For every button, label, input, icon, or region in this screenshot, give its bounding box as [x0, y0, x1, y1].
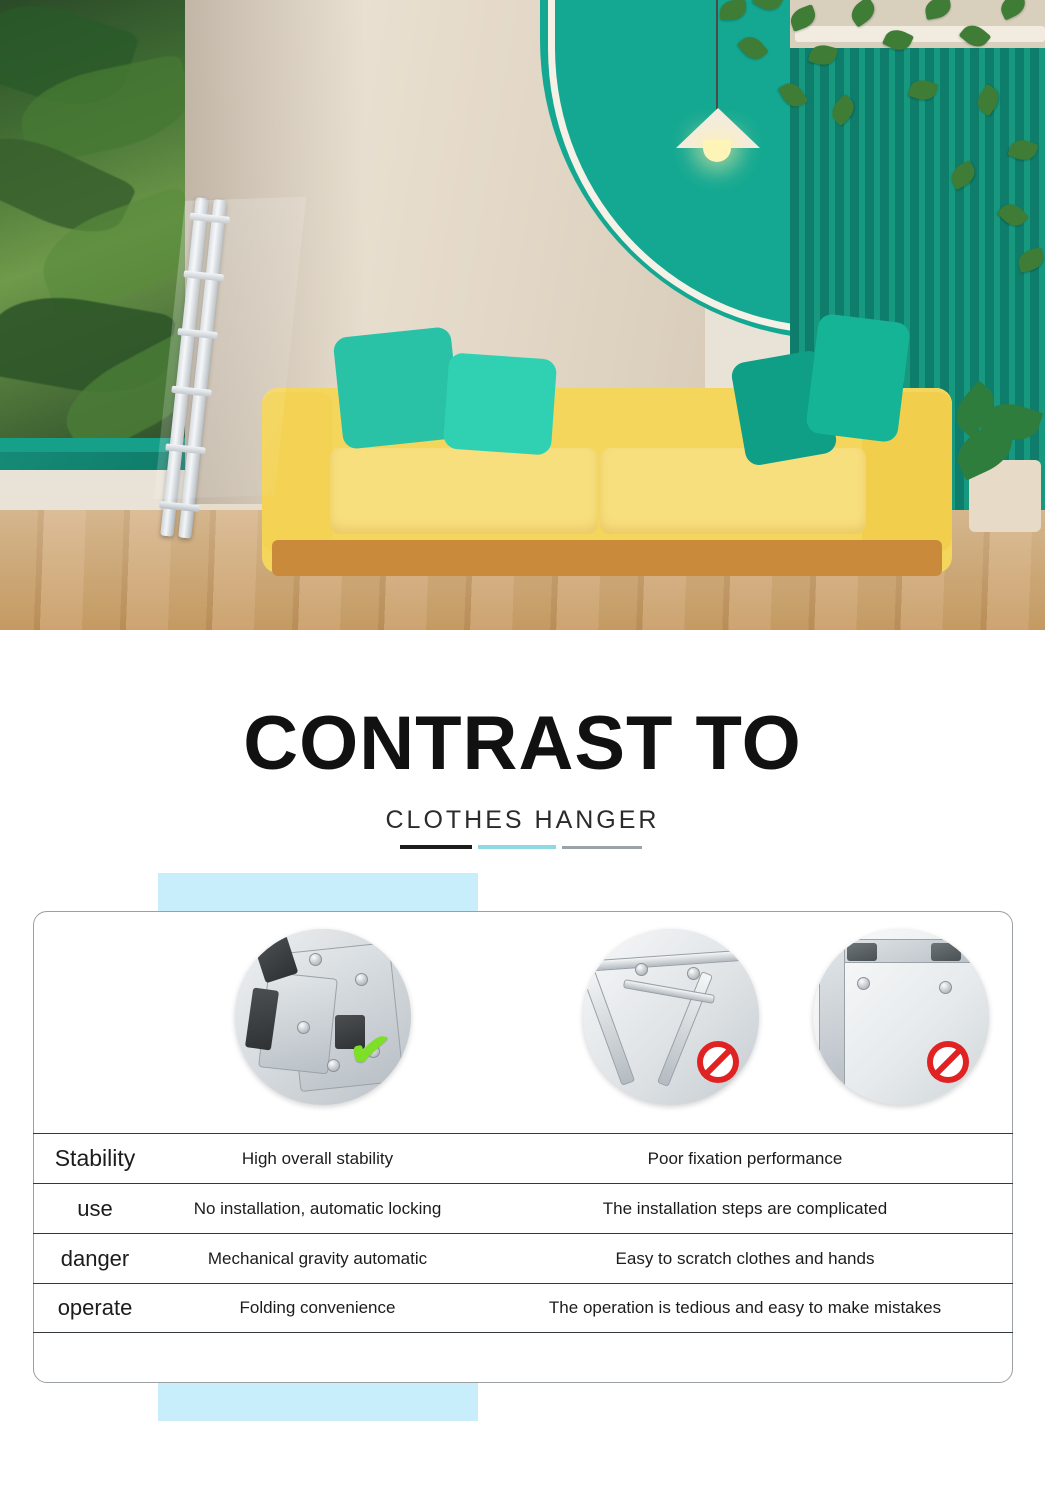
comparison-table — [33, 1133, 1013, 1333]
divider-segment-teal — [478, 845, 556, 849]
prohibited-icon — [697, 1041, 739, 1083]
row-theirs-value: Poor fixation performance — [647, 1148, 843, 1168]
divider-segment-dark — [400, 845, 472, 849]
row-label: Stability — [54, 1145, 136, 1171]
ours-image-cell — [235, 929, 411, 1105]
competitor-folding-joint-photo — [583, 929, 759, 1105]
throw-pillow — [332, 326, 461, 450]
sofa-plinth — [272, 540, 942, 576]
row-ours-value: Mechanical gravity automatic — [207, 1248, 428, 1268]
pendant-lamp-cord — [716, 0, 718, 110]
row-ours-value: No installation, automatic locking — [193, 1198, 442, 1218]
title-block — [0, 630, 1045, 849]
table-row — [33, 1133, 1013, 1183]
row-label: use — [77, 1195, 113, 1221]
sofa-cushion — [600, 448, 866, 534]
ours-hinge-closeup-photo — [235, 929, 411, 1105]
throw-pillow — [805, 313, 911, 443]
throw-pillow — [443, 352, 557, 455]
title-divider — [400, 845, 645, 849]
sofa-cushion — [330, 448, 598, 534]
row-theirs-value: Easy to scratch clothes and hands — [615, 1248, 875, 1268]
table-row — [33, 1183, 1013, 1233]
page-subtitle: CLOTHES HANGER — [385, 806, 660, 834]
competitor-bracket-corner-photo — [813, 929, 989, 1105]
row-ours-value: Folding convenience — [239, 1298, 396, 1317]
row-label: danger — [60, 1245, 130, 1271]
check-icon: ✔ — [344, 1019, 395, 1081]
comparison-section — [23, 911, 1023, 1383]
comparison-images-row — [23, 929, 1023, 1124]
row-theirs-value: The installation steps are complicated — [602, 1198, 888, 1218]
row-theirs-value: The operation is tedious and easy to make mistakes — [548, 1298, 942, 1317]
divider-segment-gray — [562, 846, 642, 849]
competitor-image-cell-2 — [813, 929, 989, 1105]
competitor-image-cell-1 — [583, 929, 759, 1105]
table-row — [33, 1283, 1013, 1333]
top-shelf — [795, 26, 1045, 42]
prohibited-icon — [927, 1041, 969, 1083]
table-row — [33, 1233, 1013, 1283]
hero-image — [0, 0, 1045, 630]
row-label: operate — [57, 1295, 133, 1320]
row-ours-value: High overall stability — [241, 1148, 394, 1168]
page-title: CONTRAST TO — [243, 701, 802, 786]
